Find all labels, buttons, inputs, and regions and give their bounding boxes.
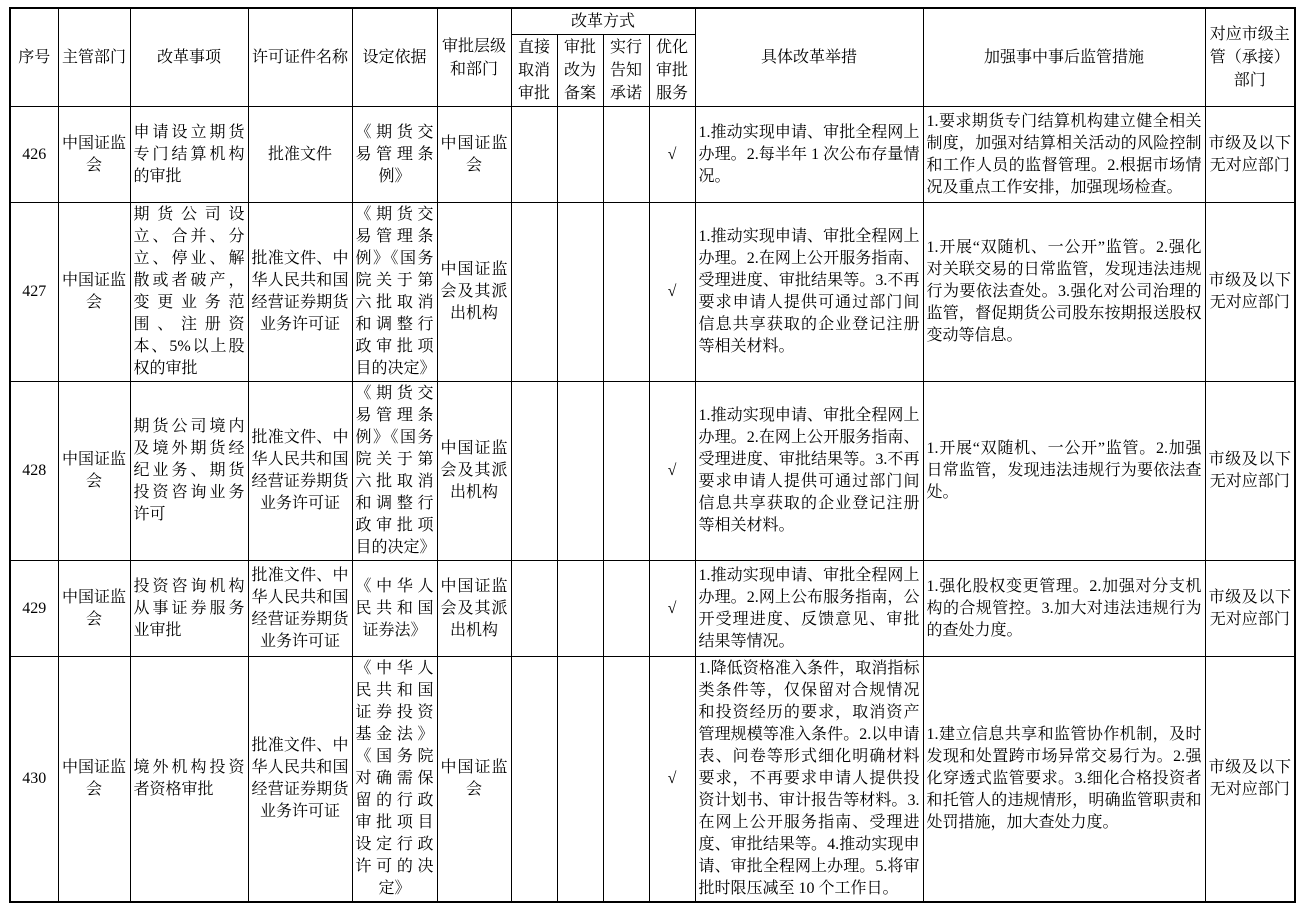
cell-supervision: 1.要求期货专门结算机构建立健全相关制度，加强对结算相关活动的风险控制和工作人员的监督管理。2.根据市场情况及重点工作安排，加强现场检查。 xyxy=(923,107,1205,203)
table-row-426 xyxy=(10,107,1295,203)
cell-serial: 430 xyxy=(10,657,58,903)
cell-method-optimize-checkmark: √ xyxy=(649,107,695,203)
cell-measures: 1.推动实现申请、审批全程网上办理。2.每半年 1 次公布存量情况。 xyxy=(695,107,923,203)
cell-municipal: 市级及以下无对应部门 xyxy=(1205,561,1295,657)
cell-supervision: 1.建立信息共享和监管协作机制，及时发现和处置跨市场异常交易行为。2.强化穿透式监管要求。3.细化合格投资者和托管人的违规情形，明确监管职责和处罚措施，加大查处力度。 xyxy=(923,657,1205,903)
header-license-name: 许可证件名称 xyxy=(248,8,352,107)
cell-method-filing xyxy=(557,107,603,203)
header-municipal: 对应市级主管（承接）部门 xyxy=(1205,8,1295,107)
cell-basis: 《期货交易管理条例》《国务院关于第六批取消和调整行政审批项目的决定》 xyxy=(352,382,437,561)
header-method-promise: 实行告知承诺 xyxy=(603,35,649,107)
header-method-optimize: 优化审批服务 xyxy=(649,35,695,107)
cell-department: 中国证监会 xyxy=(58,561,130,657)
cell-serial: 426 xyxy=(10,107,58,203)
cell-license-name: 批准文件、中华人民共和国经营证券期货业务许可证 xyxy=(248,203,352,382)
cell-department: 中国证监会 xyxy=(58,107,130,203)
reform-items-table xyxy=(9,7,1296,903)
cell-method-promise xyxy=(603,107,649,203)
header-measures: 具体改革举措 xyxy=(695,8,923,107)
cell-approval-level: 中国证监会 xyxy=(437,107,511,203)
table-row-430 xyxy=(10,657,1295,903)
header-reform-item: 改革事项 xyxy=(130,8,248,107)
cell-approval-level: 中国证监会及其派出机构 xyxy=(437,203,511,382)
cell-reform-item: 期货公司境内及境外期货经纪业务、期货投资咨询业务许可 xyxy=(130,382,248,561)
cell-method-promise xyxy=(603,203,649,382)
header-basis: 设定依据 xyxy=(352,8,437,107)
cell-license-name: 批准文件、中华人民共和国经营证券期货业务许可证 xyxy=(248,382,352,561)
cell-method-cancel xyxy=(511,657,557,903)
cell-method-optimize-checkmark: √ xyxy=(649,203,695,382)
header-department: 主管部门 xyxy=(58,8,130,107)
cell-reform-item: 投资咨询机构从事证券服务业审批 xyxy=(130,561,248,657)
cell-serial: 427 xyxy=(10,203,58,382)
cell-department: 中国证监会 xyxy=(58,203,130,382)
cell-department: 中国证监会 xyxy=(58,657,130,903)
cell-basis: 《中华人民共和国证券法》 xyxy=(352,561,437,657)
table-row-429 xyxy=(10,561,1295,657)
cell-municipal: 市级及以下无对应部门 xyxy=(1205,657,1295,903)
header-reform-method: 改革方式 xyxy=(511,8,695,35)
cell-method-cancel xyxy=(511,561,557,657)
cell-supervision: 1.开展“双随机、一公开”监管。2.加强日常监管，发现违法违规行为要依法查处。 xyxy=(923,382,1205,561)
cell-reform-item: 申请设立期货专门结算机构的审批 xyxy=(130,107,248,203)
cell-method-promise xyxy=(603,382,649,561)
table-row-428 xyxy=(10,382,1295,561)
cell-method-cancel xyxy=(511,107,557,203)
cell-serial: 428 xyxy=(10,382,58,561)
cell-method-filing xyxy=(557,561,603,657)
cell-measures: 1.降低资格准入条件，取消指标类条件等，仅保留对合规情况和投资经历的要求，取消资产管理规模等准入条件。2.以申请表、问卷等形式细化明确材料要求，不再要求申请人提供投资计划书、审计报告等材料。3.在网上公开服务指南、受理进度、审批结果等。4.推动实现申请、审批全程网上办理。5.将审批时限压减至 10 个工作日。 xyxy=(695,657,923,903)
cell-method-optimize-checkmark: √ xyxy=(649,657,695,903)
cell-basis: 《期货交易管理条例》 xyxy=(352,107,437,203)
cell-serial: 429 xyxy=(10,561,58,657)
cell-basis: 《期货交易管理条例》《国务院关于第六批取消和调整行政审批项目的决定》 xyxy=(352,203,437,382)
cell-approval-level: 中国证监会及其派出机构 xyxy=(437,382,511,561)
cell-approval-level: 中国证监会及其派出机构 xyxy=(437,561,511,657)
header-supervision: 加强事中事后监管措施 xyxy=(923,8,1205,107)
cell-basis: 《中华人民共和国证券投资基金法》《国务院对确需保留的行政审批项目设定行政许可的决定》 xyxy=(352,657,437,903)
header-method-cancel: 直接取消审批 xyxy=(511,35,557,107)
cell-method-optimize-checkmark: √ xyxy=(649,382,695,561)
cell-method-optimize-checkmark: √ xyxy=(649,561,695,657)
cell-department: 中国证监会 xyxy=(58,382,130,561)
cell-municipal: 市级及以下无对应部门 xyxy=(1205,203,1295,382)
header-method-filing: 审批改为备案 xyxy=(557,35,603,107)
cell-method-promise xyxy=(603,561,649,657)
cell-method-cancel xyxy=(511,382,557,561)
cell-license-name: 批准文件、中华人民共和国经营证券期货业务许可证 xyxy=(248,657,352,903)
cell-supervision: 1.开展“双随机、一公开”监管。2.强化对关联交易的日常监管，发现违法违规行为要依法查处。3.强化对公司治理的监管，督促期货公司股东按期报送股权变动等信息。 xyxy=(923,203,1205,382)
cell-municipal: 市级及以下无对应部门 xyxy=(1205,382,1295,561)
cell-measures: 1.推动实现申请、审批全程网上办理。2.网上公布服务指南，公开受理进度、反馈意见、审批结果等情况。 xyxy=(695,561,923,657)
cell-method-filing xyxy=(557,382,603,561)
cell-method-filing xyxy=(557,203,603,382)
table-row-427 xyxy=(10,203,1295,382)
cell-measures: 1.推动实现申请、审批全程网上办理。2.在网上公开服务指南、受理进度、审批结果等。3.不再要求申请人提供可通过部门间信息共享获取的企业登记注册等相关材料。 xyxy=(695,203,923,382)
cell-supervision: 1.强化股权变更管理。2.加强对分支机构的合规管控。3.加大对违法违规行为的查处力度。 xyxy=(923,561,1205,657)
cell-method-cancel xyxy=(511,203,557,382)
header-serial: 序号 xyxy=(10,8,58,107)
cell-measures: 1.推动实现申请、审批全程网上办理。2.在网上公开服务指南、受理进度、审批结果等。3.不再要求申请人提供可通过部门间信息共享获取的企业登记注册等相关材料。 xyxy=(695,382,923,561)
cell-method-filing xyxy=(557,657,603,903)
cell-license-name: 批准文件、中华人民共和国经营证券期货业务许可证 xyxy=(248,561,352,657)
header-approval-level: 审批层级和部门 xyxy=(437,8,511,107)
cell-reform-item: 期货公司设立、合并、分立、停业、解散或者破产，变更业务范围、注册资本、5%以上股权的审批 xyxy=(130,203,248,382)
cell-reform-item: 境外机构投资者资格审批 xyxy=(130,657,248,903)
cell-approval-level: 中国证监会 xyxy=(437,657,511,903)
cell-method-promise xyxy=(603,657,649,903)
cell-municipal: 市级及以下无对应部门 xyxy=(1205,107,1295,203)
cell-license-name: 批准文件 xyxy=(248,107,352,203)
